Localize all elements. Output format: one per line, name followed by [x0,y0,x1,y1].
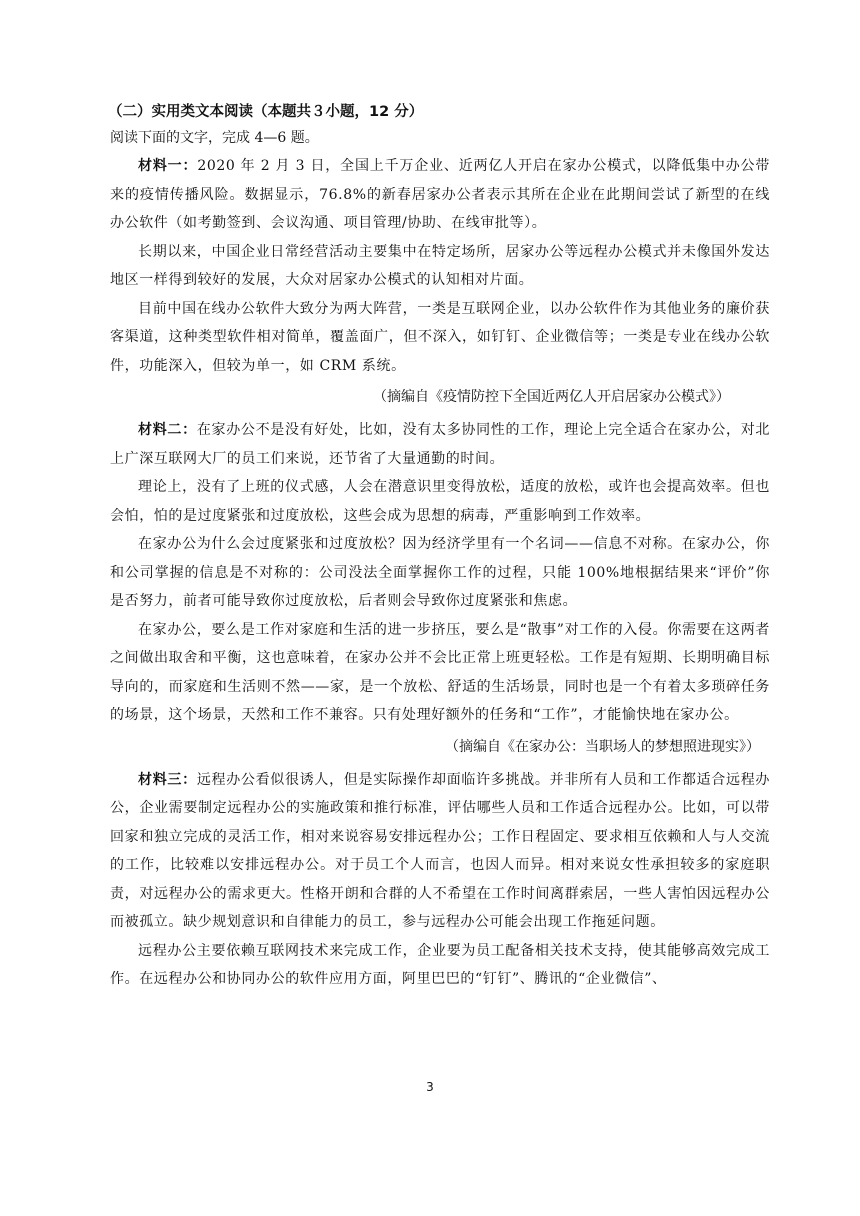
page-number: 3 [426,1080,434,1094]
material3-label: 材料三： [138,771,197,788]
material3-text-1: 远程办公看似很诱人，但是实际操作却面临许多挑战。并非所有人员和工作都适合远程办公，企业需要制定远程办公的实施政策和推行标准，评估哪些人员和工作适合远程办公。比如，可以带回家和独立完成的灵活工作，相对来说容易安排远程办公；工作日程固定、要求相互依赖和人与人交流的工作，比较难以安排远程办公。对于员工个人而言，也因人而异。相对来说女性承担较多的家庭职责，对远程办公的需求更大。性格开朗和合群的人不希望在工作时间离群索居，一些人害怕因远程办公而被孤立。缺少规划意识和自律能力的员工，参与远程办公可能会出现工作拖延问题。 [110,771,770,930]
material1-paragraph-1 [110,152,770,238]
material1-source: （摘编自《疫情防控下全国近两亿人开启居家办公模式》） [373,389,730,405]
material2-source: （摘编自《在家办公：当职场人的梦想照进现实》） [445,738,760,755]
section-heading: （二）实用类文本阅读（本题共３小题，12 分） [108,104,424,120]
material1-text-1: 2020 年 2 月 3 日，全国上千万企业、近两亿人开启在家办公模式，以降低集中办公带来的疫情传播风险。数据显示，76.8%的新春居家办公者表示其所在企业在此期间尝试了新型的在线办公软件（如考勤签到、会议沟通、项目管理/协助、在线审批等）。 [110,158,770,231]
material3-paragraph-1 [110,766,770,937]
material1-paragraph-2: 长期以来，中国企业日常经营活动主要集中在特定场所，居家办公等远程办公模式并未像国外发达地区一样得到较好的发展，大众对居家办公模式的认知相对片面。 [110,243,770,288]
material2-label: 材料二： [138,422,197,438]
material2-paragraph-4: 在家办公，要么是工作对家庭和生活的进一步挤压，要么是“散事”对工作的入侵。你需要在这两者之间做出取舍和平衡，这也意味着，在家办公并不会比正常上班更轻松。工作是有短期、长期明确目标导向的，而家庭和生活则不然——家，是一个放松、舒适的生活场景，同时也是一个有着太多琐碎任务的场景，这个场景，天然和工作不兼容。只有处理好额外的任务和“工作”，才能愉快地在家办公。 [110,621,770,723]
material2-paragraph-2: 理论上，没有了上班的仪式感，人会在潜意识里变得放松，适度的放松，或许也会提高效率。但也会怕，怕的是过度紧张和过度放松，这些会成为思想的病毒，严重影响到工作效率。 [110,479,770,524]
material1-label: 材料一： [138,158,198,174]
material2-paragraph-3: 在家办公为什么会过度紧张和过度放松？因为经济学里有一个名词——信息不对称。在家办公，你和公司掌握的信息是不对称的：公司没法全面掌握你工作的过程，只能 100%地根据结果来“评价”你是否努力，前者可能导致你过度放松，后者则会导致你过度紧张和焦虑。 [110,536,770,609]
document-body [110,100,770,994]
material2-paragraph-1 [110,416,770,473]
material3-paragraph-2: 远程办公主要依赖互联网技术来完成工作，企业要为员工配备相关技术支持，使其能够高效完成工作。在远程办公和协同办公的软件应用方面，阿里巴巴的“钉钉”、腾讯的“企业微信”、 [110,942,770,987]
reading-instruction: 阅读下面的文字，完成 4—6 题。 [110,130,319,146]
material2-text-1: 在家办公不是没有好处，比如，没有太多协同性的工作，理论上完全适合在家办公，对北上广深互联网大厂的员工们来说，还节省了大量通勤的时间。 [110,422,770,467]
material1-paragraph-3: 目前中国在线办公软件大致分为两大阵营，一类是互联网企业，以办公软件作为其他业务的廉价获客渠道，这种类型软件相对简单，覆盖面广，但不深入，如钉钉、企业微信等；一类是专业在线办公软件，功能深入，但较为单一，如 CRM 系统。 [110,300,770,374]
